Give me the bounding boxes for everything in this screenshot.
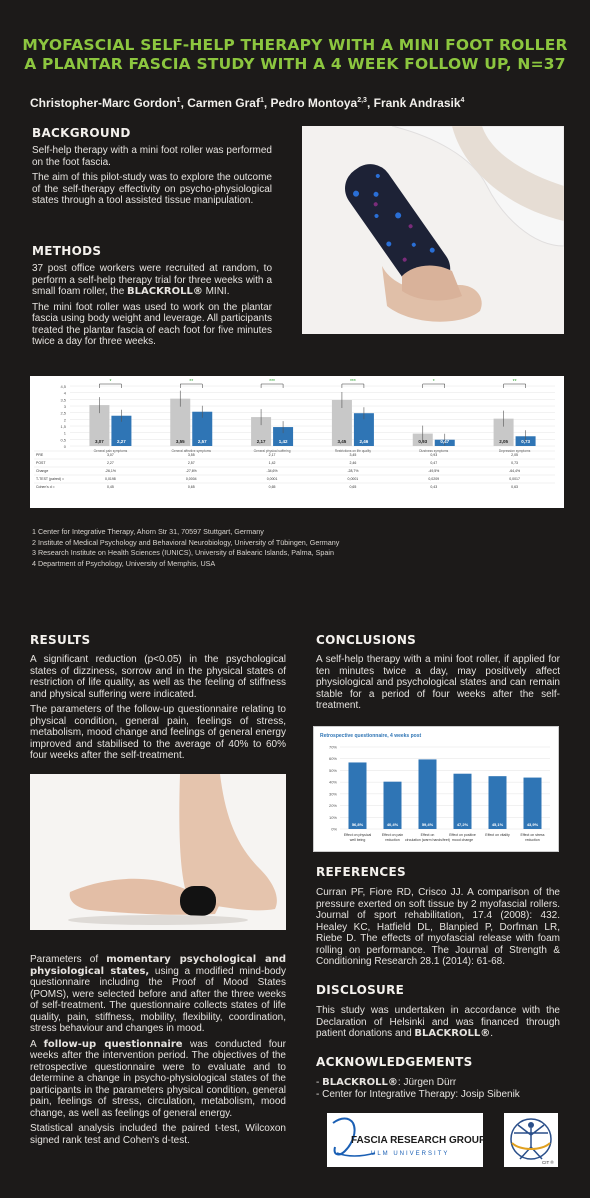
brand-name: BLACKROLL® [127, 286, 203, 297]
bar-value-label: 40,4% [386, 822, 399, 827]
y-tick-label: 4 [63, 390, 66, 396]
title-line-2: A PLANTAR FASCIA STUDY WITH A 4 WEEK FOLLOW UP, N=37 [24, 55, 566, 73]
category-label: Effect on vitality [485, 833, 510, 837]
category-label: Depression symptoms [498, 449, 531, 453]
photo-hand-roller [302, 126, 564, 334]
y-tick-label: 30% [328, 791, 337, 797]
y-tick-label: 1 [63, 430, 66, 436]
table-cell: 0,93 [430, 453, 438, 457]
paragraph: Self-help therapy with a mini foot roller was performed on the foot fascia. [32, 145, 272, 168]
bar-value-label: 3,55 [175, 439, 185, 444]
table-row-label: T-TEST (paired) = [36, 477, 65, 481]
methods-heading: METHODS [32, 244, 102, 258]
retrospective-chart-svg [314, 727, 558, 851]
significance-marker: ** [512, 379, 517, 385]
cit-logo [504, 1113, 558, 1167]
bar-value-label: 47,2% [456, 822, 469, 827]
table-row-label: POST [36, 461, 46, 465]
pre-post-chart-svg [30, 376, 564, 508]
bar-value-label: 2,05 [499, 439, 508, 444]
table-cell: -27,6% [185, 469, 197, 473]
category-label: General physical suffering [253, 449, 291, 453]
fascia-logo-subtitle: ULM UNIVERSITY [371, 1151, 450, 1157]
author-name: Pedro Montoya [270, 96, 358, 110]
conclusions-text [316, 654, 560, 712]
bar [349, 762, 367, 829]
methods-text [32, 263, 272, 348]
ack-item: - BLACKROLL®: Jürgen Dürr [316, 1077, 457, 1088]
y-tick-label: 2,5 [60, 410, 66, 416]
paragraph: Statistical analysis included the paired t-test, Wilcoxon signed rank test and Cohen's d-test. [30, 1123, 286, 1146]
y-tick-label: 1,5 [60, 424, 66, 429]
cit-logo-graphic [504, 1113, 558, 1167]
table-cell: 2,46 [349, 461, 357, 465]
table-cell: 3,45 [349, 453, 357, 457]
table-cell: -49,5% [428, 469, 440, 473]
table-row-label: Cohen's d = [36, 485, 55, 489]
conclusions-heading: CONCLUSIONS [316, 633, 417, 647]
significance-marker: * [109, 379, 112, 385]
brand-name: BLACKROLL® [322, 1077, 398, 1088]
y-tick-label: 20% [328, 803, 337, 809]
chart-title: Retrospective questionnaire, 4 weeks post [320, 733, 422, 739]
bar-value-label: 3,07 [95, 439, 104, 444]
table-cell: 3,55 [187, 453, 195, 457]
paragraph [32, 263, 272, 298]
bar-value-label: 2,46 [359, 439, 369, 444]
bar-value-label: 3,45 [337, 439, 347, 444]
bar-value-label: 43,9% [526, 822, 539, 827]
paragraph: The parameters of the follow-up questionnaire relating to physical condition, general pain, feelings of stress, metabolism, mood change and feelings of general energy improved and stabilised to the average of 40% to 60% four weeks after the self-treatment. [30, 704, 286, 761]
paragraph: Curran PF, Fiore RD, Crisco JJ. A comparison of the pressure exerted on soft tissue by 2 myofascial rollers. Journal of sport rehabilitation, 17.4 (2008): 432. Healey KC, Hatfield DL, Blanpied P, Dorfman LR, Riebe D. The effects of myofascial release with foam rolling on performance. The Journal of Strength & Conditioning Research 28.1 (2014): 61-68. [316, 887, 560, 967]
background-text [32, 145, 272, 207]
references-section [316, 865, 560, 972]
table-cell: 0,0001 [266, 477, 278, 481]
category-label: circulation (warm hands/feet) [405, 838, 450, 842]
table-cell: 0,0198 [105, 477, 116, 481]
affiliation: 3 Research Institute on Health Sciences (IUNICS), University of Balearic Islands, Palma, Spain [32, 548, 335, 557]
disclosure-heading: DISCLOSURE [316, 983, 405, 997]
table-cell: 0,65 [268, 485, 276, 489]
bar-value-label: 56,8% [351, 822, 364, 827]
text-span: . [490, 1028, 493, 1039]
foot-roller-image [30, 774, 286, 930]
y-tick-label: 70% [328, 744, 337, 750]
table-cell: 2,17 [268, 453, 276, 457]
category-label: Effect on physical [343, 833, 372, 837]
table-row-label: PRE [36, 453, 44, 457]
bar [419, 759, 437, 829]
title-line-1: MYOFASCIAL SELF-HELP THERAPY WITH A MINI FOOT ROLLER [22, 36, 568, 54]
table-cell: 2,27 [107, 461, 114, 465]
acknowledgements-list [316, 1077, 520, 1101]
author-name: Carmen Graf [187, 96, 260, 110]
table-cell: 0,0017 [509, 477, 520, 481]
paragraph: The aim of this pilot-study was to explore the outcome of the self-therapy effectivity on psycho-physiological states through a tool assisted tissue manipulation. [32, 172, 272, 206]
paragraph: A significant reduction (p<0.05) in the psychological states of dizziness, sorrow and in the physical states of restriction of life quality, as well as the feeling of stiffness and physical suffering were indicated. [30, 654, 286, 700]
y-tick-label: 40% [328, 779, 337, 785]
bar-value-label: 0,93 [418, 439, 428, 444]
table-cell: 0,63 [511, 485, 518, 489]
conclusions-section [316, 633, 560, 716]
significance-marker: *** [349, 379, 356, 385]
ack-item: - Center for Integrative Therapy: Josip Sibenik [316, 1089, 520, 1100]
table-cell: 2,05 [511, 453, 518, 457]
table-cell: 0,0001 [347, 477, 359, 481]
table-cell: 0,45 [107, 485, 114, 489]
category-label: Effect on stress [520, 833, 545, 837]
author-affiliation: 2,3 [357, 97, 367, 104]
y-tick-label: 0% [331, 826, 337, 832]
table-cell: 0,65 [349, 485, 357, 489]
bar-value-label: 59,4% [421, 822, 434, 827]
affiliations [32, 527, 552, 569]
category-label: reduction [525, 838, 540, 842]
author-affiliation: 4 [460, 97, 465, 104]
affiliation: 2 Institute of Medical Psychology and Behavioral Neurobiology, University of Tübingen, Germany [32, 537, 340, 547]
bar-value-label: 2,27 [117, 439, 126, 444]
category-label: Effect on positive [449, 833, 476, 837]
text-span: 37 post office workers were recruited at random, to perform a self-help therapy trial for three weeks with a small foam roller, the [32, 263, 272, 297]
y-tick-label: 4,5 [60, 384, 66, 389]
text-span: This study was undertaken in accordance with the Declaration of Helsinki and was financed through patient donations and [316, 1005, 560, 1039]
bar-value-label: 0,73 [521, 439, 530, 444]
paragraph [30, 1039, 286, 1120]
paragraph: The mini foot roller was used to work on the plantar fascia using body weight and leverage. All participants treated the plantar fascia of each foot for five minutes twice a day for three weeks. [32, 301, 272, 347]
text-span: was conducted four weeks after the intervention period. The objectives of the retrospective questionnaire were to evaluate and to determine a change in psycho-physiological states of the participants in the parameters physical condition, general pain, feelings of stress, circulation, metabolism, mood change, as well as feelings of general energy. [30, 1038, 286, 1119]
author-affiliation: 1 [176, 97, 181, 104]
category-label: reduction [385, 838, 400, 842]
text-span: : Jürgen Dürr [397, 1077, 457, 1088]
text-span: MINI. [202, 286, 230, 297]
results-heading: RESULTS [30, 633, 91, 647]
category-label: mood change [451, 838, 474, 842]
bar-value-label: 45,1% [491, 822, 504, 827]
fascia-research-group-logo [327, 1113, 483, 1167]
affiliation: 4 Department of Psychology, University of Memphis, USA [32, 558, 216, 568]
table-cell: 0,43 [430, 485, 438, 489]
table-cell: 0,47 [430, 461, 438, 465]
paragraph: A self-help therapy with a mini foot roller, if applied for ten minutes twice a day, may positively affect physiological and psychological states and can remain stable for a period of four weeks after the self-treatment. [316, 654, 560, 711]
text-span: Center for Integrative Therapy: Josip Sibenik [322, 1089, 520, 1100]
table-cell: -64,4% [509, 469, 521, 473]
acknowledgements-heading: ACKNOWLEDGEMENTS [316, 1055, 473, 1069]
table-cell: -26,1% [104, 469, 116, 473]
disclosure-section [316, 983, 560, 1044]
category-label: well being [349, 838, 366, 842]
text-span: A [30, 1038, 44, 1050]
brand-name: BLACKROLL® [414, 1028, 491, 1039]
table-cell: 1,42 [268, 461, 276, 465]
references-text [316, 887, 560, 968]
table-cell: 0,0004 [185, 477, 197, 481]
author-affiliation: 1 [259, 97, 264, 104]
methods-section [32, 244, 272, 352]
background-heading: BACKGROUND [32, 126, 131, 140]
results-section [30, 633, 286, 766]
category-label: Effect on [420, 833, 435, 837]
fascia-logo-graphic [327, 1113, 483, 1167]
category-label: Dizziness symptoms [419, 449, 449, 453]
affiliation: 1 Center for Integrative Therapy, Ahorn Str 31, 70597 Stuttgart, Germany [32, 527, 264, 536]
author-name: Frank Andrasik [373, 96, 461, 110]
significance-marker: *** [269, 379, 276, 385]
results-text [30, 654, 286, 762]
table-cell: 3,07 [107, 453, 114, 457]
paragraph [30, 954, 286, 1035]
poster-title [14, 36, 576, 74]
table-cell: -28,7% [347, 469, 359, 473]
y-tick-label: 50% [328, 767, 337, 773]
table-cell: -34,6% [266, 469, 278, 473]
pre-post-chart [30, 376, 564, 508]
photo-foot-roller [30, 774, 286, 930]
cit-logo-label: CIT ® [542, 1160, 554, 1165]
disclosure-text [316, 1005, 560, 1040]
table-row-label: Change [36, 469, 49, 473]
bold-span: follow-up questionnaire [43, 1038, 183, 1050]
bar-value-label: 2,57 [197, 439, 207, 444]
significance-marker: ** [189, 379, 194, 385]
table-cell: 0,65 [187, 485, 195, 489]
bar [454, 774, 472, 829]
y-tick-label: 3 [63, 404, 66, 409]
bar-value-label: 2,17 [256, 439, 266, 444]
bar-value-label: 0,47 [440, 439, 450, 444]
table-cell: 2,57 [187, 461, 195, 465]
y-tick-label: 60% [328, 756, 337, 762]
bold-span: momentary psychological and physiological states, [30, 954, 286, 977]
fascia-logo-title: FASCIA RESEARCH GROUP [351, 1135, 483, 1146]
results-methods-text [30, 954, 286, 1150]
text-span: Parameters of [30, 954, 107, 965]
text-span: using a modified mind-body questionnaire including the Proof of Mood States (POMS), were selected before and after the three weeks of self-treatment. The questionnaire collects states of life quality, pain, stiffness, mobility, flexibility, coordination, stress behaviour and changes in mood. [30, 965, 286, 1034]
bar-value-label: 1,42 [278, 439, 288, 444]
category-label: Restrictions on life quality [334, 449, 371, 453]
table-cell: 0,73 [511, 461, 518, 465]
category-label: General affective symptoms [171, 449, 211, 453]
category-label: General pain symptoms [93, 449, 128, 453]
y-tick-label: 0,5 [60, 437, 66, 443]
y-tick-label: 3,5 [60, 397, 66, 403]
category-label: Effect on pain [381, 833, 404, 837]
significance-marker: * [432, 379, 435, 385]
y-tick-label: 2 [63, 417, 66, 423]
acknowledgements-section [316, 1055, 560, 1069]
retrospective-chart [313, 726, 559, 852]
hand-roller-image [302, 126, 564, 334]
author-name: Christopher-Marc Gordon [30, 96, 177, 110]
results-text-continued [30, 954, 286, 1146]
background-section [32, 126, 272, 211]
y-tick-label: 10% [328, 814, 337, 820]
authors: Christopher-Marc Gordon$^1$, Carmen Graf$^1$, Pedro Montoya$^{2,3}$, Frank Andrasik$^4$ [30, 96, 465, 110]
y-tick-label: 0 [63, 444, 66, 449]
paragraph [316, 1005, 560, 1040]
table-cell: 0,0209 [428, 477, 440, 481]
references-heading: REFERENCES [316, 865, 406, 879]
